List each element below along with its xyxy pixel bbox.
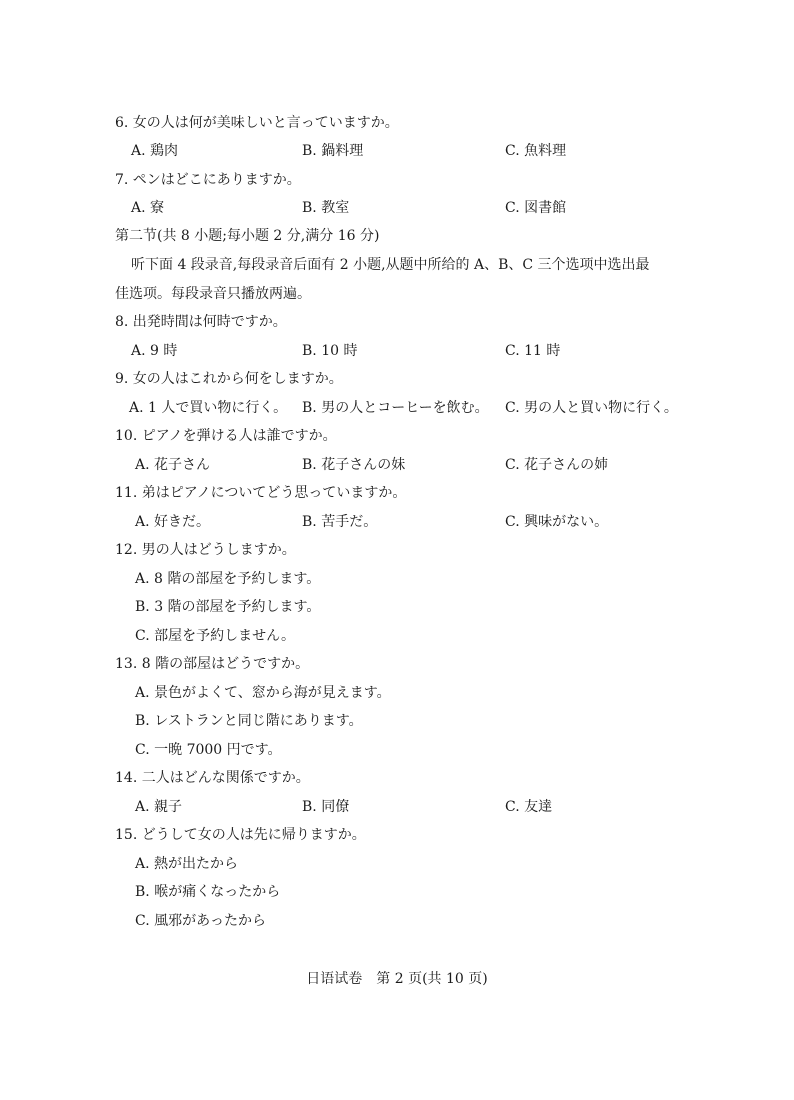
q13-option-a: A. 景色がよくて、窓から海が見えます。 xyxy=(135,685,391,701)
q7-option-b: B. 教室 xyxy=(302,200,350,216)
page-footer: 日语试卷 第 2 页(共 10 页) xyxy=(306,971,488,987)
q12-option-a: A. 8 階の部屋を予約します。 xyxy=(135,571,321,587)
q9-option-b: B. 男の人とコーヒーを飲む。 xyxy=(302,400,489,416)
q6-option-c: C. 魚料理 xyxy=(505,143,567,159)
q15-option-b: B. 喉が痛くなったから xyxy=(135,884,281,900)
question-9: 9. 女の人はこれから何をしますか。 xyxy=(115,371,343,387)
q10-option-b: B. 花子さんの妹 xyxy=(302,457,406,473)
q9-option-a: A. 1 人で買い物に行く。 xyxy=(129,400,288,416)
q13-option-b: B. レストランと同じ階にあります。 xyxy=(135,713,363,729)
q8-option-b: B. 10 時 xyxy=(302,343,358,359)
q7-option-a: A. 寮 xyxy=(131,200,165,216)
q11-option-a: A. 好きだ。 xyxy=(135,514,211,530)
q12-option-b: B. 3 階の部屋を予約します。 xyxy=(135,599,321,615)
q14-option-a: A. 親子 xyxy=(135,799,183,815)
q8-option-c: C. 11 時 xyxy=(505,343,561,359)
q12-option-c: C. 部屋を予約しません。 xyxy=(135,628,295,644)
q11-option-b: B. 苦手だ。 xyxy=(302,514,378,530)
section-instruction-line-2: 佳选项。每段录音只播放两遍。 xyxy=(115,286,311,302)
question-6: 6. 女の人は何が美味しいと言っていますか。 xyxy=(115,115,399,131)
q10-option-a: A. 花子さん xyxy=(135,457,211,473)
q14-option-b: B. 同僚 xyxy=(302,799,350,815)
q11-option-c: C. 興味がない。 xyxy=(505,514,609,530)
q9-option-c: C. 男の人と買い物に行く。 xyxy=(505,400,678,416)
q6-option-b: B. 鍋料理 xyxy=(302,143,364,159)
q8-option-a: A. 9 時 xyxy=(131,343,178,359)
q13-option-c: C. 一晩 7000 円です。 xyxy=(135,742,282,758)
question-7: 7. ペンはどこにありますか。 xyxy=(115,172,301,188)
question-10: 10. ピアノを弾ける人は誰ですか。 xyxy=(115,428,337,444)
question-13: 13. 8 階の部屋はどうですか。 xyxy=(115,656,310,672)
q6-option-a: A. 鶏肉 xyxy=(131,143,179,159)
question-12: 12. 男の人はどうしますか。 xyxy=(115,542,296,558)
q14-option-c: C. 友達 xyxy=(505,799,553,815)
question-11: 11. 弟はピアノについてどう思っていますか。 xyxy=(115,485,407,501)
q15-option-c: C. 風邪があったから xyxy=(135,913,266,929)
q10-option-c: C. 花子さんの姉 xyxy=(505,457,609,473)
question-15: 15. どうして女の人は先に帰りますか。 xyxy=(115,827,366,843)
section-heading: 第二节(共 8 小题;每小题 2 分,满分 16 分) xyxy=(115,228,380,244)
q15-option-a: A. 熱が出たから xyxy=(135,856,239,872)
question-8: 8. 出発時間は何時ですか。 xyxy=(115,314,287,330)
question-14: 14. 二人はどんな関係ですか。 xyxy=(115,770,310,786)
section-instruction-line-1: 听下面 4 段录音,每段录音后面有 2 小题,从题中所给的 A、B、C 三个选项中选出最 xyxy=(131,257,650,273)
q7-option-c: C. 図書館 xyxy=(505,200,567,216)
